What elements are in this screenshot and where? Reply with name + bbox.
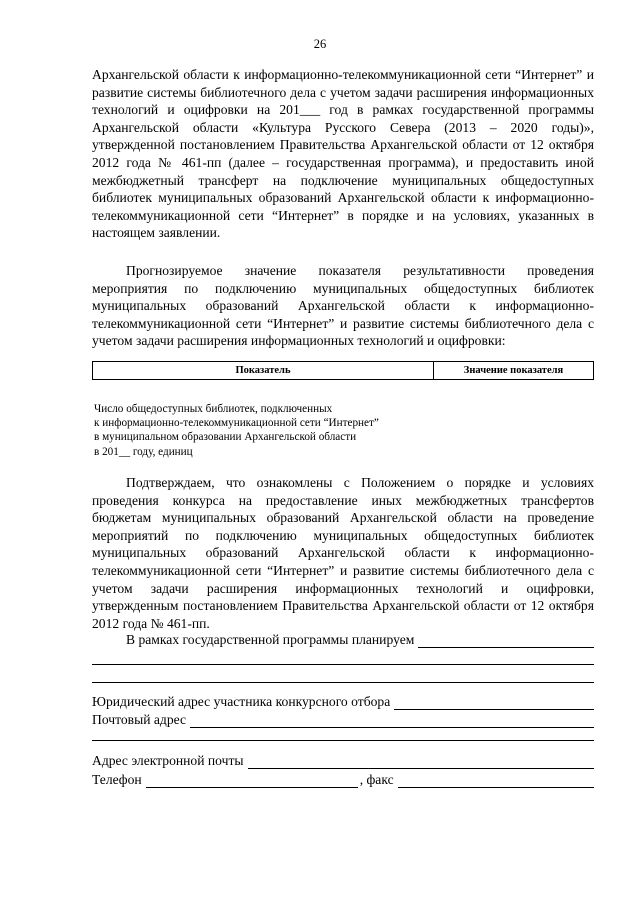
phone-input-line[interactable] xyxy=(146,775,358,788)
indicator-value-column-header: Значение показателя xyxy=(463,365,564,376)
indicator-line: в муниципальном образовании Архангельской области xyxy=(94,431,357,444)
indicator-column-header: Показатель xyxy=(93,362,434,379)
paragraph-confirmation: Подтверждаем, что ознакомлены с Положением о порядке и условиях проведения конкурса на предоставление иных межбюджетных трансфертов бюджетам муниципальных образований Архангельской области на проведение мероприятий по подключению муниципальных общедоступных библиотек муниципальных образований Архангельской области к информационно-телекоммуникационной сети “Интернет” и развитие системы библиотечного дела с учетом задачи расширения информационных технологий и оцифровки, утвержденным постановлением Правительства Архангельской области от 12 октября 2012 года № 461-пп. xyxy=(92,475,594,631)
email-label: Адрес электронной почты xyxy=(92,753,244,768)
legal-address-row xyxy=(92,693,594,710)
legal-address-input-line[interactable] xyxy=(394,697,594,710)
postal-address-row xyxy=(92,711,594,728)
postal-address-input-line[interactable] xyxy=(190,715,594,728)
plan-input-line[interactable] xyxy=(418,635,594,648)
plan-row xyxy=(92,631,594,648)
indicator-line: в 201__ году, единиц xyxy=(94,445,193,458)
indicator-description xyxy=(94,402,454,459)
plan-label: В рамках государственной программы планируем xyxy=(126,632,415,647)
postal-address-input-line-2[interactable] xyxy=(92,740,594,741)
email-row xyxy=(92,752,594,769)
page-number: 26 xyxy=(313,37,327,51)
phone-label: Телефон xyxy=(92,772,142,787)
paragraph-application-text: Архангельской области к информационно-телекоммуникационной сети “Интернет” и развитие системы библиотечного дела с учетом задачи расширения информационных технологий и оцифровки на 201___ год в рамках государственной программы Архангельской области «Культура Русского Севера (2013 – 2020 годы)», утвержденной постановлением Правительства Архангельской области от 12 октября 2012 года № 461-пп (далее – государственная программа), и предоставить иной межбюджетный трансферт на подключение муниципальных общедоступных библиотек муниципальных образований Архангельской области к информационно-телекоммуникационной сети “Интернет” в порядке и на условиях, указанных в настоящем заявлении. xyxy=(92,67,594,241)
plan-input-line-2[interactable] xyxy=(92,664,594,665)
phone-fax-row xyxy=(92,771,594,788)
legal-address-label: Юридический адрес участника конкурсного отбора xyxy=(92,694,391,709)
postal-address-label: Почтовый адрес xyxy=(92,712,187,727)
indicator-line: Число общедоступных библиотек, подключенных xyxy=(94,403,333,415)
indicator-line: к информационно-телекоммуникационной сети “Интернет” xyxy=(94,417,379,430)
paragraph-indicator-intro: Прогнозируемое значение показателя результативности проведения мероприятия по подключению муниципальных общедоступных библиотек муниципальных образований Архангельской области к информационно-телекоммуникационной сети “Интернет” и развитие системы библиотечного дела с учетом задачи расширения информационных технологий и оцифровки: xyxy=(92,263,594,349)
plan-input-line-3[interactable] xyxy=(92,682,594,683)
email-input-line[interactable] xyxy=(248,756,594,769)
indicator-table xyxy=(92,361,594,380)
fax-label: , факс xyxy=(359,772,394,787)
fax-input-line[interactable] xyxy=(398,775,594,788)
